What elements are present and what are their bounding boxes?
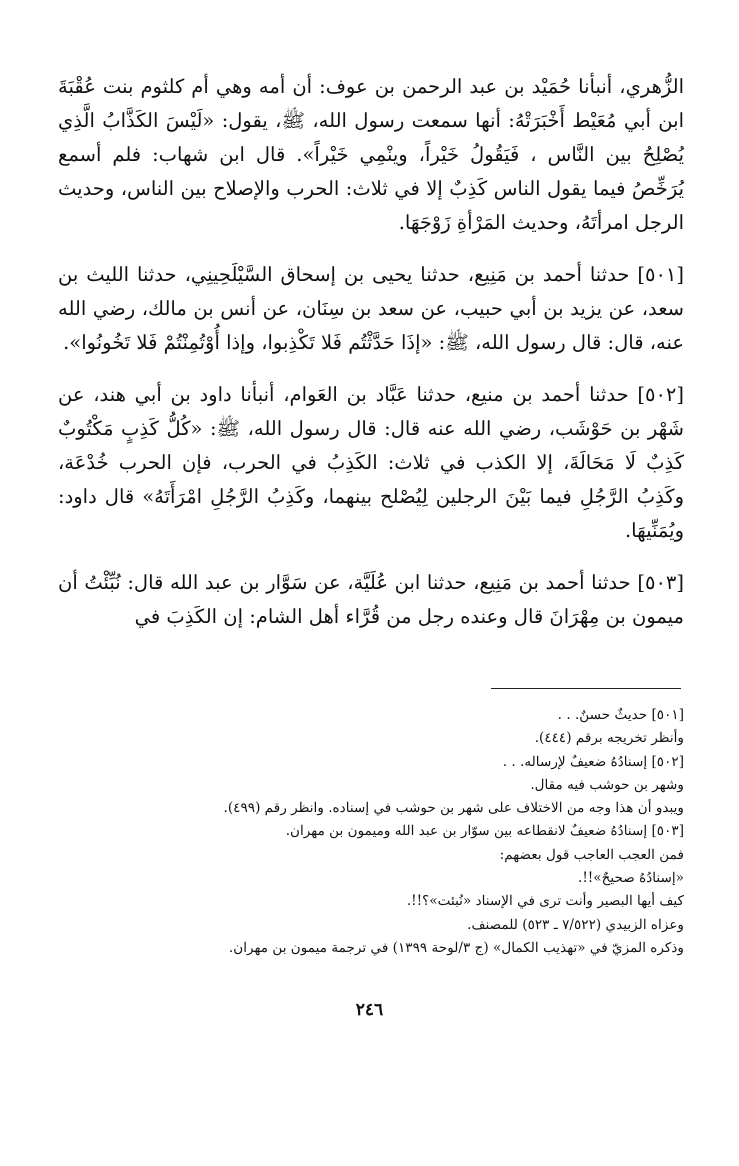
main-text <box>58 70 684 634</box>
paragraph-hadith-502: [٥٠٢] حدثنا أحمد بن منيع، حدثنا عَبَّاد بن العَوام، أنبأنا داود بن أبي هند، عن شَهْر بن حَوْشَب، رضي الله عنه قال: قال رسول الله، ﷺ: «كُلُّ كَذِبٍ مَكْتُوبٌ كَذِبٌ لَا مَحَالَةَ، إلا الكذب في ثلاث: الكَذِبُ في الحرب، فإن الحرب خُدْعَة، وكَذِبُ الرَّجُلِ فيما بَيْنَ الرجلين لِيُصْلح بينهما، وكَذِبُ الرَّجُلِ امْرَأَتَهُ» قال داود: ويُمَنِّيهَا. <box>58 383 684 542</box>
paragraph-hadith-501: [٥٠١] حدثنا أحمد بن مَنِيع، حدثنا يحيى بن إسحاق السَّيْلَحِينِي، حدثنا الليث بن سعد، عن يزيد بن أبي حبيب، عن سعد بن سِنَان، عن أنس بن مالك، رضي الله عنه، قال: قال رسول الله، ﷺ: «إذَا حَدَّثْتُم فَلا تَكْذِبوا، وإذا أُوْتُمِنْتُمْ فَلا تَخُونُوا». <box>58 263 685 354</box>
footnote-line: وعزاه الزبيدي (٧/٥٢٢ ـ ٥٢٣) للمصنف. <box>467 916 684 933</box>
body-text <box>58 70 684 634</box>
footnote-line: [٥٠٣] إسنادُهُ ضعيفٌ لانقطاعه بين سوّار بن عبد الله وميمون بن مهران. <box>285 823 684 840</box>
footnotes <box>58 704 684 960</box>
footnote-line: ويبدو أن هذا وجه من الاختلاف على شهر بن حوشب في إسناده. وانظر رقم (٤٩٩). <box>223 800 684 817</box>
footnote-line: [٥٠٢] إسنادُهُ ضعيفٌ لإرساله. . . <box>502 753 684 770</box>
footnote-line: وذكره المزيّ في «تهذيب الكمال» (ج ٣/لوحة ١٣٩٩) في ترجمة ميمون بن مهران. <box>228 939 684 956</box>
footnote-line: «إسنادُهُ صحيحٌ»!!. <box>578 870 684 887</box>
footnote-line: وشهر بن حوشب فيه مقال. <box>530 776 684 793</box>
paragraph-continuation: الزُّهري، أنبأنا حُمَيْد بن عبد الرحمن بن عوف: أن أمه وهي أم كلثوم بنت عُقْبَةَ ابن أبي مُعَيْط أَخْبَرَتْهُ: أنها سمعت رسول الله، ﷺ، يقول: «لَيْسَ الكَذَّابُ الَّذِي يُصْلِحُ بين النَّاس ، فَيَقُولُ خَيْراً، وينْمِي خَيْراً». قال ابن شهاب: فلم أسمع يُرَخِّصُ فيما يقول الناس كَذِبٌ إلا في ثلاث: الحرب والإصلاح بين الناس، وحديث الرجل امرأتَهُ، وحديث المَرْأةِ زَوْجَهَا. <box>58 75 684 234</box>
paragraph-hadith-503: [٥٠٣] حدثنا أحمد بن مَنِيع، حدثنا ابن عُلَيَّة، عن سَوَّار بن عبد الله قال: نُبِّئْتُ أن ميمون بن مِهْرَانَ قال وعنده رجل من قُرَّاء أهل الشام: إن الكَذِبَ في <box>58 571 684 628</box>
footnote-line: كيف أيها البصير وأنت ترى في الإسناد «نُبئت»؟!!. <box>406 893 684 910</box>
page-number: ٢٤٦ <box>355 1000 384 1020</box>
footnote-line: وأنظر تخريجه برقم (٤٤٤). <box>534 730 684 747</box>
footnote-line: فمن العجب العاجب قول بعضهم: <box>499 846 684 863</box>
footnote-line: [٥٠١] حديثٌ حسنٌ. . . <box>557 707 684 723</box>
footnote-divider <box>491 688 681 689</box>
